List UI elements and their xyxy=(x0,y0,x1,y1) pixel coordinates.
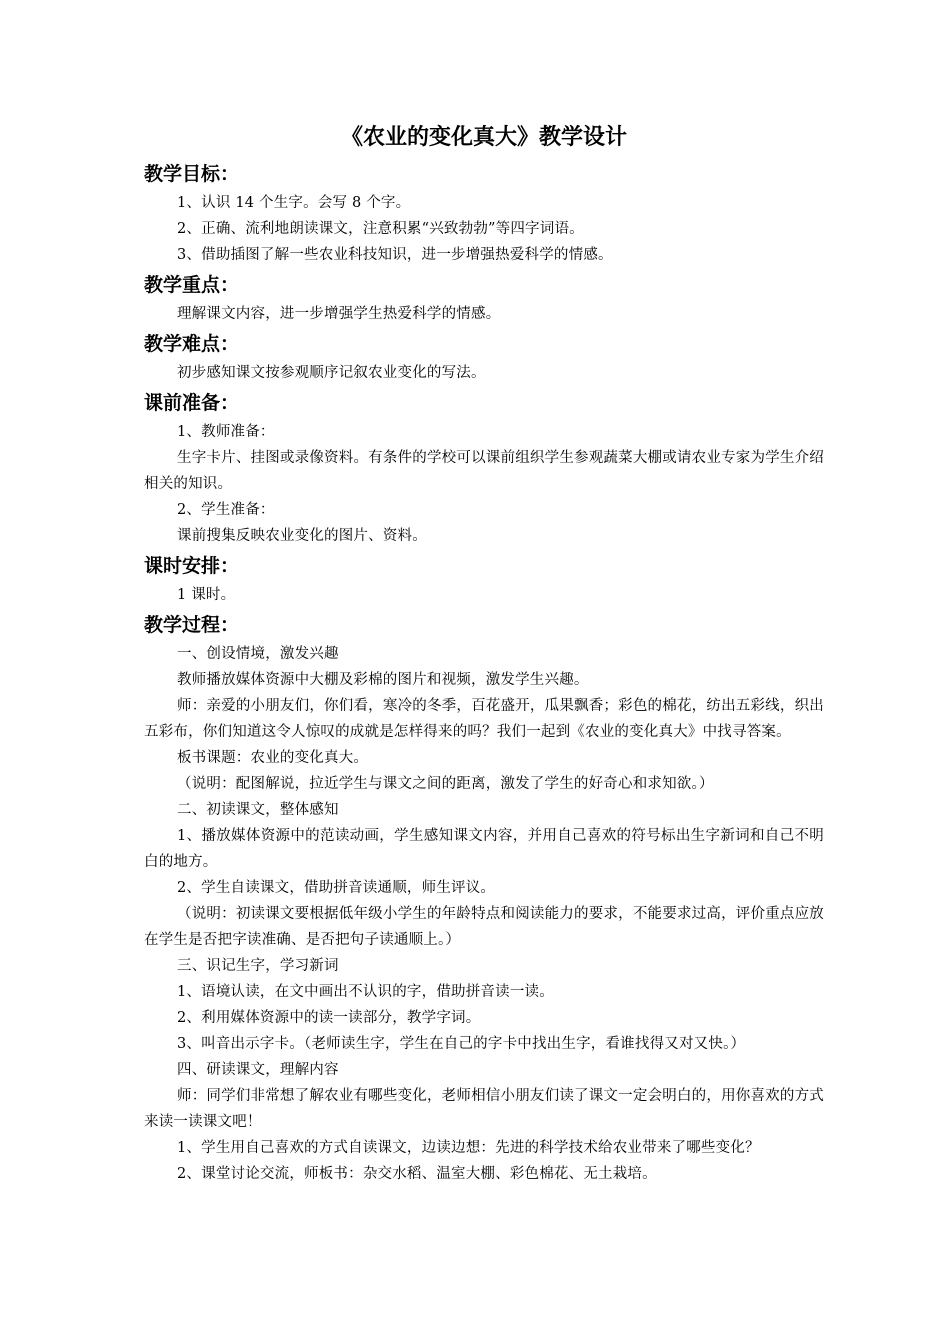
section-list xyxy=(144,160,824,1187)
paragraph: 一、创设情境，激发兴趣 xyxy=(177,646,339,662)
section-heading: 教学过程： xyxy=(144,614,240,636)
section xyxy=(144,330,824,386)
paragraph: 1、学生用自己喜欢的方式自读课文，边读边想：先进的科学技术给农业带来了哪些变化？ xyxy=(177,1140,760,1156)
paragraph: 3、叫音出示字卡。（老师读生字，学生在自己的字卡中找出生字，看谁找得又对又快。） xyxy=(177,1036,746,1052)
paragraph: 师：亲爱的小朋友们，你们看，寒冷的冬季，百花盛开，瓜果飘香；彩色的棉花，纺出五彩线，织出五彩布，你们知道这令人惊叹的成就是怎样得来的吗？我们一起到《农业的变化真大》中找寻答案。 xyxy=(144,698,824,740)
section-heading: 教学目标： xyxy=(144,163,240,185)
paragraph: 2、学生自读课文，借助拼音读通顺，师生评议。 xyxy=(177,880,496,896)
paragraph: 1 课时。 xyxy=(177,587,236,603)
paragraph: 四、研读课文，理解内容 xyxy=(177,1062,339,1078)
section xyxy=(144,389,824,549)
paragraph: 2、正确、流利地朗读课文，注意积累“兴致勃勃”等四字词语。 xyxy=(177,221,584,237)
paragraph: 2、利用媒体资源中的读一读部分，教学字词。 xyxy=(177,1010,481,1026)
section-heading: 教学重点： xyxy=(144,274,240,296)
paragraph: 3、借助插图了解一些农业科技知识，进一步增强热爱科学的情感。 xyxy=(177,247,613,263)
paragraph: （说明：初读课文要根据低年级小学生的年龄特点和阅读能力的要求，不能要求过高，评价重点应放在学生是否把字读准确、是否把句子读通顺上。） xyxy=(144,906,824,948)
section xyxy=(144,552,824,608)
paragraph: 2、学生准备： xyxy=(177,502,275,518)
paragraph: （说明：配图解说，拉近学生与课文之间的距离，激发了学生的好奇心和求知欲。） xyxy=(177,776,714,792)
document-title: 《农业的变化真大》教学设计 xyxy=(340,125,627,150)
paragraph: 板书课题：农业的变化真大。 xyxy=(177,750,369,766)
section-heading: 教学难点： xyxy=(144,333,240,355)
paragraph: 理解课文内容，进一步增强学生热爱科学的情感。 xyxy=(177,306,501,322)
paragraph: 三、识记生字，学习新词 xyxy=(177,958,339,974)
paragraph: 生字卡片、挂图或录像资料。有条件的学校可以课前组织学生参观蔬菜大棚或请农业专家为学生介绍相关的知识。 xyxy=(144,450,824,492)
section-heading: 课前准备： xyxy=(144,392,240,414)
paragraph: 1、认识 14 个生字。会写 8 个字。 xyxy=(177,195,411,211)
paragraph: 教师播放媒体资源中大棚及彩棉的图片和视频，激发学生兴趣。 xyxy=(177,672,589,688)
section-heading: 课时安排： xyxy=(144,555,240,577)
paragraph: 课前搜集反映农业变化的图片、资料。 xyxy=(177,528,427,544)
section xyxy=(144,271,824,327)
section xyxy=(144,160,824,268)
paragraph: 师：同学们非常想了解农业有哪些变化，老师相信小朋友们读了课文一定会明白的，用你喜欢的方式来读一读课文吧！ xyxy=(144,1088,824,1130)
paragraph: 1、语境认读，在文中画出不认识的字，借助拼音读一读。 xyxy=(177,984,554,1000)
paragraph: 1、播放媒体资源中的范读动画，学生感知课文内容，并用自己喜欢的符号标出生字新词和自己不明白的地方。 xyxy=(144,828,824,870)
paragraph: 初步感知课文按参观顺序记叙农业变化的写法。 xyxy=(177,365,486,381)
section xyxy=(144,611,824,1187)
paragraph: 二、初读课文，整体感知 xyxy=(177,802,339,818)
document-body xyxy=(144,120,824,1187)
paragraph: 2、课堂讨论交流，师板书：杂交水稻、温室大棚、彩色棉花、无土栽培。 xyxy=(177,1166,657,1182)
paragraph: 1、教师准备： xyxy=(177,424,275,440)
